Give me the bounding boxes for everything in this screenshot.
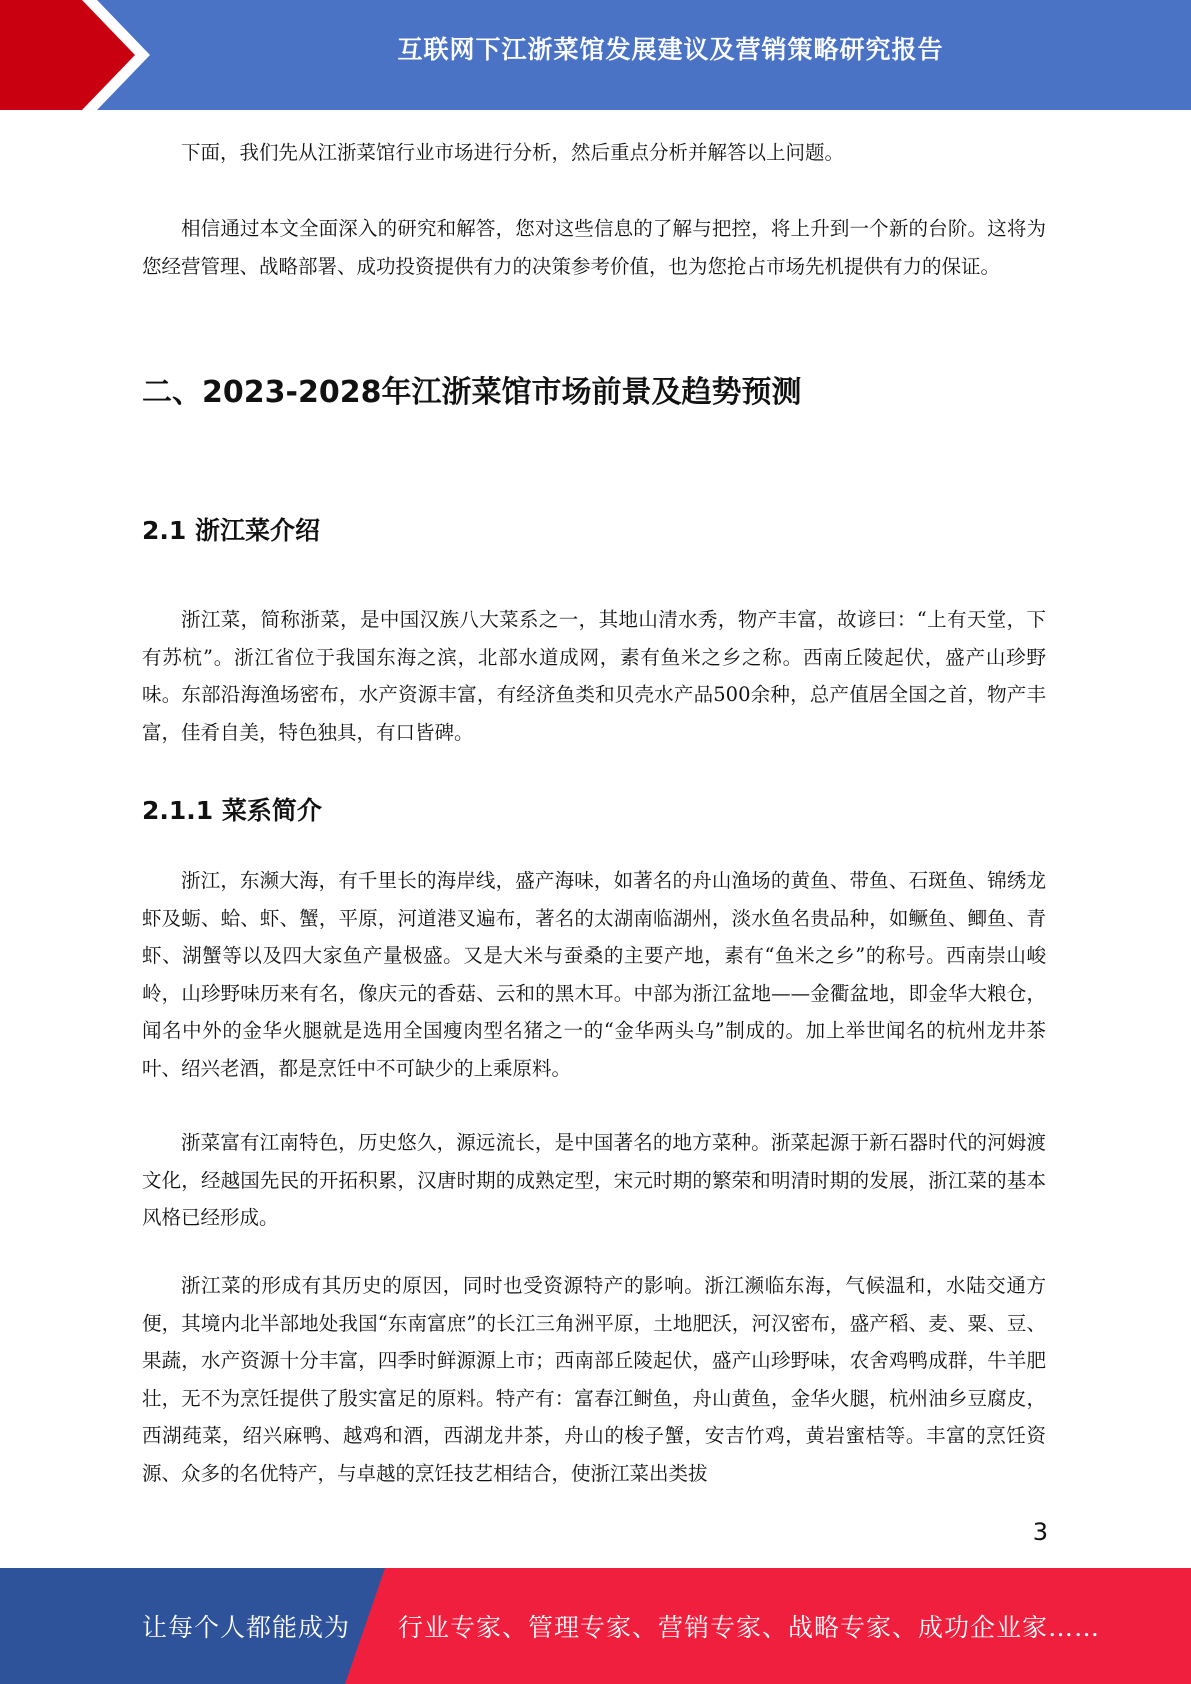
footer-slogan-right: 行业专家、管理专家、营销专家、战略专家、成功企业家…… <box>398 1613 1101 1642</box>
page-number: 3 <box>1032 1518 1048 1546</box>
paragraph-resources: 浙江菜的形成有其历史的原因，同时也受资源特产的影响。浙江濒临东海，气候温和，水陆交通方便，其境内北半部地处我国“东南富庶”的长江三角洲平原，土地肥沃，河汉密布，盛产稻、麦、粟、豆、果蔬，水产资源十分丰富，四季时鲜源源上市；西南部丘陵起伏，盛产山珍野味，农舍鸡鸭成群，牛羊肥壮，无不为烹饪提供了殷实富足的原料。特产有：富春江鲥鱼，舟山黄鱼，金华火腿，杭州油乡豆腐皮，西湖莼菜，绍兴麻鸭、越鸡和酒，西湖龙井茶，舟山的梭子蟹，安吉竹鸡，黄岩蜜桔等。丰富的烹饪资源、众多的名优特产，与卓越的烹饪技艺相结合，使浙江菜出类拔 <box>142 1274 1046 1485</box>
subsubsection-heading: 2.1.1 菜系简介 <box>142 796 322 825</box>
header-chevron-decoration <box>0 0 160 110</box>
subsection-heading: 2.1 浙江菜介绍 <box>142 516 320 545</box>
paragraph-zhejiang-cuisine: 浙江菜，简称浙菜，是中国汉族八大菜系之一，其地山清水秀，物产丰富，故谚曰：“上有天堂，下有苏杭”。浙江省位于我国东海之滨，北部水道成网，素有鱼米之乡之称。西南丘陵起伏，盛产山珍野味。东部沿海渔场密布，水产资源丰富，有经济鱼类和贝壳水产品500余种，总产值居全国之首，物产丰富，佳肴自美，特色独具，有口皆碑。 <box>142 608 1046 744</box>
paragraph-history: 浙菜富有江南特色，历史悠久，源远流长，是中国著名的地方菜种。浙菜起源于新石器时代的河姆渡文化，经越国先民的开拓积累，汉唐时期的成熟定型，宋元时期的繁荣和明清时期的发展，浙江菜的基本风格已经形成。 <box>142 1131 1046 1229</box>
section-heading: 二、2023-2028年江浙菜馆市场前景及趋势预测 <box>142 375 802 410</box>
paragraph-geography: 浙江，东濒大海，有千里长的海岸线，盛产海味，如著名的舟山渔场的黄鱼、带鱼、石斑鱼、锦绣龙虾及蛎、蛤、虾、蟹，平原，河道港叉遍布，著名的太湖南临湖州，淡水鱼名贵品种，如鳜鱼、鲫鱼、青虾、湖蟹等以及四大家鱼产量极盛。又是大米与蚕桑的主要产地，素有“鱼米之乡”的称号。西南崇山峻岭，山珍野味历来有名，像庆元的香菇、云和的黑木耳。中部为浙江盆地——金衢盆地，即金华大粮仓，闻名中外的金华火腿就是选用全国瘦肉型名猪之一的“金华两头乌”制成的。加上举世闻名的杭州龙井茶叶、绍兴老酒，都是烹饪中不可缺少的上乘原料。 <box>142 869 1046 1080</box>
page-header <box>0 0 1191 110</box>
footer-slogan-left: 让每个人都能成为 <box>142 1613 351 1642</box>
page-footer <box>0 1568 1191 1684</box>
paragraph-intro: 下面，我们先从江浙菜馆行业市场进行分析，然后重点分析并解答以上问题。 <box>181 141 845 164</box>
header-title: 互联网下江浙菜馆发展建议及营销策略研究报告 <box>397 35 944 64</box>
paragraph-value: 相信通过本文全面深入的研究和解答，您对这些信息的了解与把控，将上升到一个新的台阶。这将为您经营管理、战略部署、成功投资提供有力的决策参考价值，也为您抢占市场先机提供有力的保证。 <box>142 217 1046 278</box>
